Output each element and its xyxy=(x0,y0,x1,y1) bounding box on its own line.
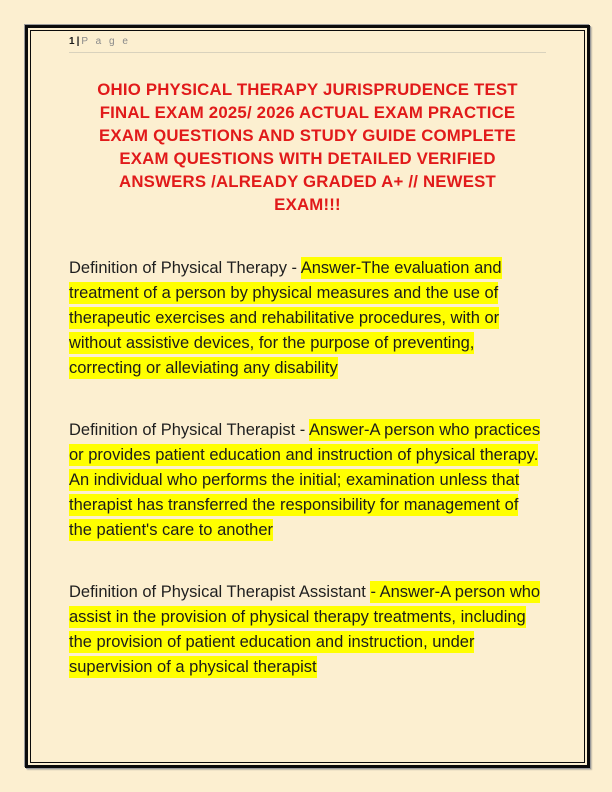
title-line-3: EXAM QUESTIONS AND STUDY GUIDE COMPLETE xyxy=(98,126,517,145)
title-line-5: ANSWERS /ALREADY GRADED A+ // NEWEST xyxy=(119,172,496,191)
page-number: 1 xyxy=(69,36,76,47)
qa-item-physical-therapy xyxy=(69,256,543,381)
qa-item-physical-therapist-assistant xyxy=(69,580,543,680)
qa-item-physical-therapist xyxy=(69,418,543,543)
title-line-4: EXAM QUESTIONS WITH DETAILED VERIFIED xyxy=(119,149,496,168)
qa-answer-highlighted: Answer-A person who practices or provides patient education and instruction of physical therapy. An individual who performs the initial; examination unless that therapist has transferred the responsibility for management of the patient's care to another xyxy=(69,421,541,539)
qa-term: Definition of Physical Therapist Assistant xyxy=(69,583,371,601)
title-line-6: EXAM!!! xyxy=(274,195,341,214)
header-separator: | xyxy=(76,36,80,47)
qa-term: Definition of Physical Therapy - xyxy=(69,259,301,277)
page-content xyxy=(31,31,584,762)
qa-answer-highlighted: Answer-The evaluation and treatment of a person by physical measures and the use of therapeutic exercises and rehabilitative procedures, with or without assistive devices, for the purpose of preventing, correcting or alleviating any disability xyxy=(69,259,502,377)
qa-list xyxy=(69,256,546,680)
page-border-inner-line xyxy=(30,30,585,763)
title-line-1: OHIO PHYSICAL THERAPY JURISPRUDENCE TEST xyxy=(97,80,518,99)
page-label: P a g e xyxy=(81,36,131,47)
page-header xyxy=(69,35,546,53)
qa-answer-highlighted: - Answer-A person who assist in the provision of physical therapy treatments, including the provision of patient education and instruction, under supervision of a physical therapist xyxy=(69,583,541,676)
page-border-frame xyxy=(25,25,590,768)
document-title xyxy=(69,78,546,216)
title-line-2: FINAL EXAM 2025/ 2026 ACTUAL EXAM PRACTICE xyxy=(99,103,516,122)
qa-term: Definition of Physical Therapist - xyxy=(69,421,309,439)
